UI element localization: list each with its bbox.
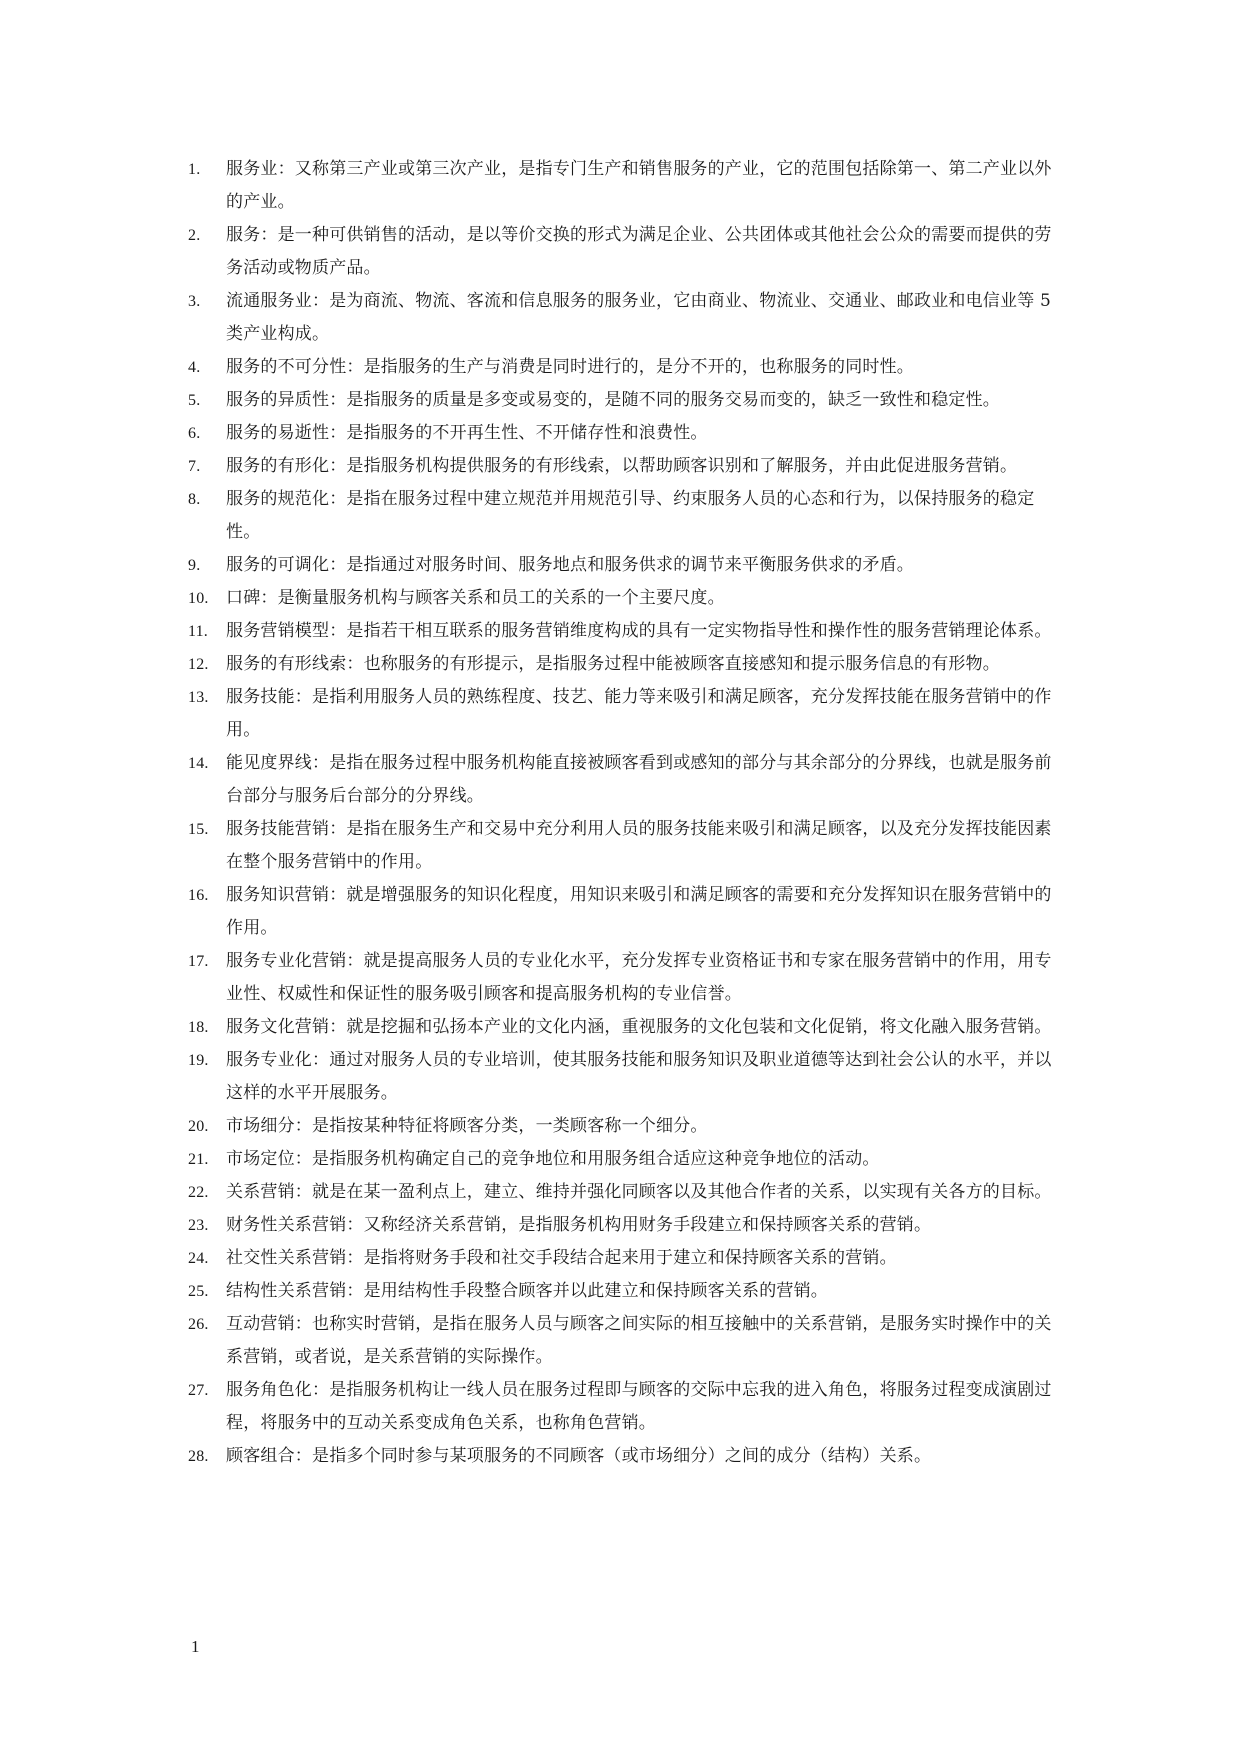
list-item <box>188 681 1068 747</box>
item-text: 服务文化营销：就是挖掘和弘扬本产业的文化内涵，重视服务的文化包装和文化促销，将文化融入服务营销。 <box>226 1017 1052 1037</box>
list-item <box>188 1275 1068 1308</box>
item-number: 20. <box>188 1118 209 1135</box>
list-item <box>188 582 1068 615</box>
item-number: 3. <box>188 293 201 310</box>
definition-list <box>188 153 1068 1473</box>
item-number: 2. <box>188 227 201 244</box>
item-text: 口碑：是衡量服务机构与顾客关系和员工的关系的一个主要尺度。 <box>226 588 725 608</box>
item-number: 13. <box>188 689 209 706</box>
item-text: 服务技能营销：是指在服务生产和交易中充分利用人员的服务技能来吸引和满足顾客，以及充分发挥技能因素在整个服务营销中的作用。 <box>226 819 1052 872</box>
item-text: 服务的有形线索：也称服务的有形提示，是指服务过程中能被顾客直接感知和提示服务信息的有形物。 <box>226 654 1000 674</box>
item-number: 4. <box>188 359 201 376</box>
item-number: 25. <box>188 1283 209 1300</box>
list-item <box>188 549 1068 582</box>
item-text: 服务营销模型：是指若干相互联系的服务营销维度构成的具有一定实物指导性和操作性的服务营销理论体系。 <box>226 621 1052 641</box>
item-number: 14. <box>188 755 209 772</box>
item-number: 28. <box>188 1448 209 1465</box>
item-number: 16. <box>188 887 209 904</box>
list-item <box>188 1110 1068 1143</box>
list-item <box>188 615 1068 648</box>
item-number: 6. <box>188 425 201 442</box>
item-text: 服务：是一种可供销售的活动，是以等价交换的形式为满足企业、公共团体或其他社会公众的需要而提供的劳务活动或物质产品。 <box>226 225 1052 278</box>
item-text: 服务的可调化：是指通过对服务时间、服务地点和服务供求的调节来平衡服务供求的矛盾。 <box>226 555 914 575</box>
item-text: 服务的不可分性：是指服务的生产与消费是同时进行的，是分不开的，也称服务的同时性。 <box>226 357 914 377</box>
list-item <box>188 1242 1068 1275</box>
item-text: 社交性关系营销：是指将财务手段和社交手段结合起来用于建立和保持顾客关系的营销。 <box>226 1248 897 1268</box>
item-text: 服务角色化：是指服务机构让一线人员在服务过程即与顾客的交际中忘我的进入角色，将服务过程变成演剧过程，将服务中的互动关系变成角色关系，也称角色营销。 <box>226 1380 1052 1433</box>
item-text: 能见度界线：是指在服务过程中服务机构能直接被顾客看到或感知的部分与其余部分的分界线，也就是服务前台部分与服务后台部分的分界线。 <box>226 753 1052 806</box>
page-number: 1 <box>191 1637 200 1656</box>
list-item <box>188 1176 1068 1209</box>
item-text: 服务的有形化：是指服务机构提供服务的有形线索，以帮助顾客识别和了解服务，并由此促进服务营销。 <box>226 456 1018 476</box>
item-text: 服务专业化营销：就是提高服务人员的专业化水平，充分发挥专业资格证书和专家在服务营销中的作用，用专业性、权威性和保证性的服务吸引顾客和提高服务机构的专业信誉。 <box>226 951 1052 1004</box>
item-number: 27. <box>188 1382 209 1399</box>
list-item <box>188 945 1068 1011</box>
item-text: 服务专业化：通过对服务人员的专业培训，使其服务技能和服务知识及职业道德等达到社会公认的水平，并以这样的水平开展服务。 <box>226 1050 1052 1103</box>
item-number: 15. <box>188 821 209 838</box>
list-item <box>188 450 1068 483</box>
list-item <box>188 219 1068 285</box>
list-item <box>188 1143 1068 1176</box>
item-text: 市场细分：是指按某种特征将顾客分类，一类顾客称一个细分。 <box>226 1116 708 1136</box>
list-item <box>188 1209 1068 1242</box>
item-text: 服务技能：是指利用服务人员的熟练程度、技艺、能力等来吸引和满足顾客，充分发挥技能在服务营销中的作用。 <box>226 687 1052 740</box>
item-text: 服务的易逝性：是指服务的不开再生性、不开储存性和浪费性。 <box>226 423 708 443</box>
item-number: 23. <box>188 1217 209 1234</box>
item-number: 9. <box>188 557 201 574</box>
item-number: 24. <box>188 1250 209 1267</box>
item-text: 服务的规范化：是指在服务过程中建立规范并用规范引导、约束服务人员的心态和行为，以保持服务的稳定性。 <box>226 489 1035 542</box>
list-item <box>188 384 1068 417</box>
item-number: 5. <box>188 392 201 409</box>
item-number: 12. <box>188 656 209 673</box>
item-text: 财务性关系营销：又称经济关系营销，是指服务机构用财务手段建立和保持顾客关系的营销。 <box>226 1215 932 1235</box>
list-item <box>188 285 1068 351</box>
item-text: 关系营销：就是在某一盈利点上，建立、维持并强化同顾客以及其他合作者的关系，以实现有关各方的目标。 <box>226 1182 1052 1202</box>
item-number: 8. <box>188 491 201 508</box>
list-item <box>188 747 1068 813</box>
list-item <box>188 879 1068 945</box>
list-item <box>188 1011 1068 1044</box>
list-item <box>188 417 1068 450</box>
item-number: 10. <box>188 590 209 607</box>
item-text: 服务业：又称第三产业或第三次产业，是指专门生产和销售服务的产业，它的范围包括除第一、第二产业以外的产业。 <box>226 159 1052 212</box>
item-number: 18. <box>188 1019 209 1036</box>
item-number: 22. <box>188 1184 209 1201</box>
item-number: 21. <box>188 1151 209 1168</box>
item-number: 7. <box>188 458 201 475</box>
list-item <box>188 648 1068 681</box>
list-item <box>188 351 1068 384</box>
item-number: 26. <box>188 1316 209 1333</box>
list-item <box>188 813 1068 879</box>
item-text: 流通服务业：是为商流、物流、客流和信息服务的服务业，它由商业、物流业、交通业、邮政业和电信业等 5 类产业构成。 <box>226 291 1052 344</box>
list-item <box>188 1440 1068 1473</box>
item-text: 结构性关系营销：是用结构性手段整合顾客并以此建立和保持顾客关系的营销。 <box>226 1281 828 1301</box>
item-number: 17. <box>188 953 209 970</box>
item-number: 11. <box>188 623 209 640</box>
list-item <box>188 1374 1068 1440</box>
item-text: 服务的异质性：是指服务的质量是多变或易变的，是随不同的服务交易而变的，缺乏一致性和稳定性。 <box>226 390 1000 410</box>
item-text: 互动营销：也称实时营销，是指在服务人员与顾客之间实际的相互接触中的关系营销，是服务实时操作中的关系营销，或者说，是关系营销的实际操作。 <box>226 1314 1052 1367</box>
list-item <box>188 1044 1068 1110</box>
item-text: 市场定位：是指服务机构确定自己的竞争地位和用服务组合适应这种竞争地位的活动。 <box>226 1149 880 1169</box>
item-text: 顾客组合：是指多个同时参与某项服务的不同顾客（或市场细分）之间的成分（结构）关系。 <box>226 1446 932 1466</box>
item-text: 服务知识营销：就是增强服务的知识化程度，用知识来吸引和满足顾客的需要和充分发挥知识在服务营销中的作用。 <box>226 885 1052 938</box>
item-number: 1. <box>188 161 201 178</box>
item-number: 19. <box>188 1052 209 1069</box>
list-item <box>188 483 1068 549</box>
list-item <box>188 1308 1068 1374</box>
list-item <box>188 153 1068 219</box>
